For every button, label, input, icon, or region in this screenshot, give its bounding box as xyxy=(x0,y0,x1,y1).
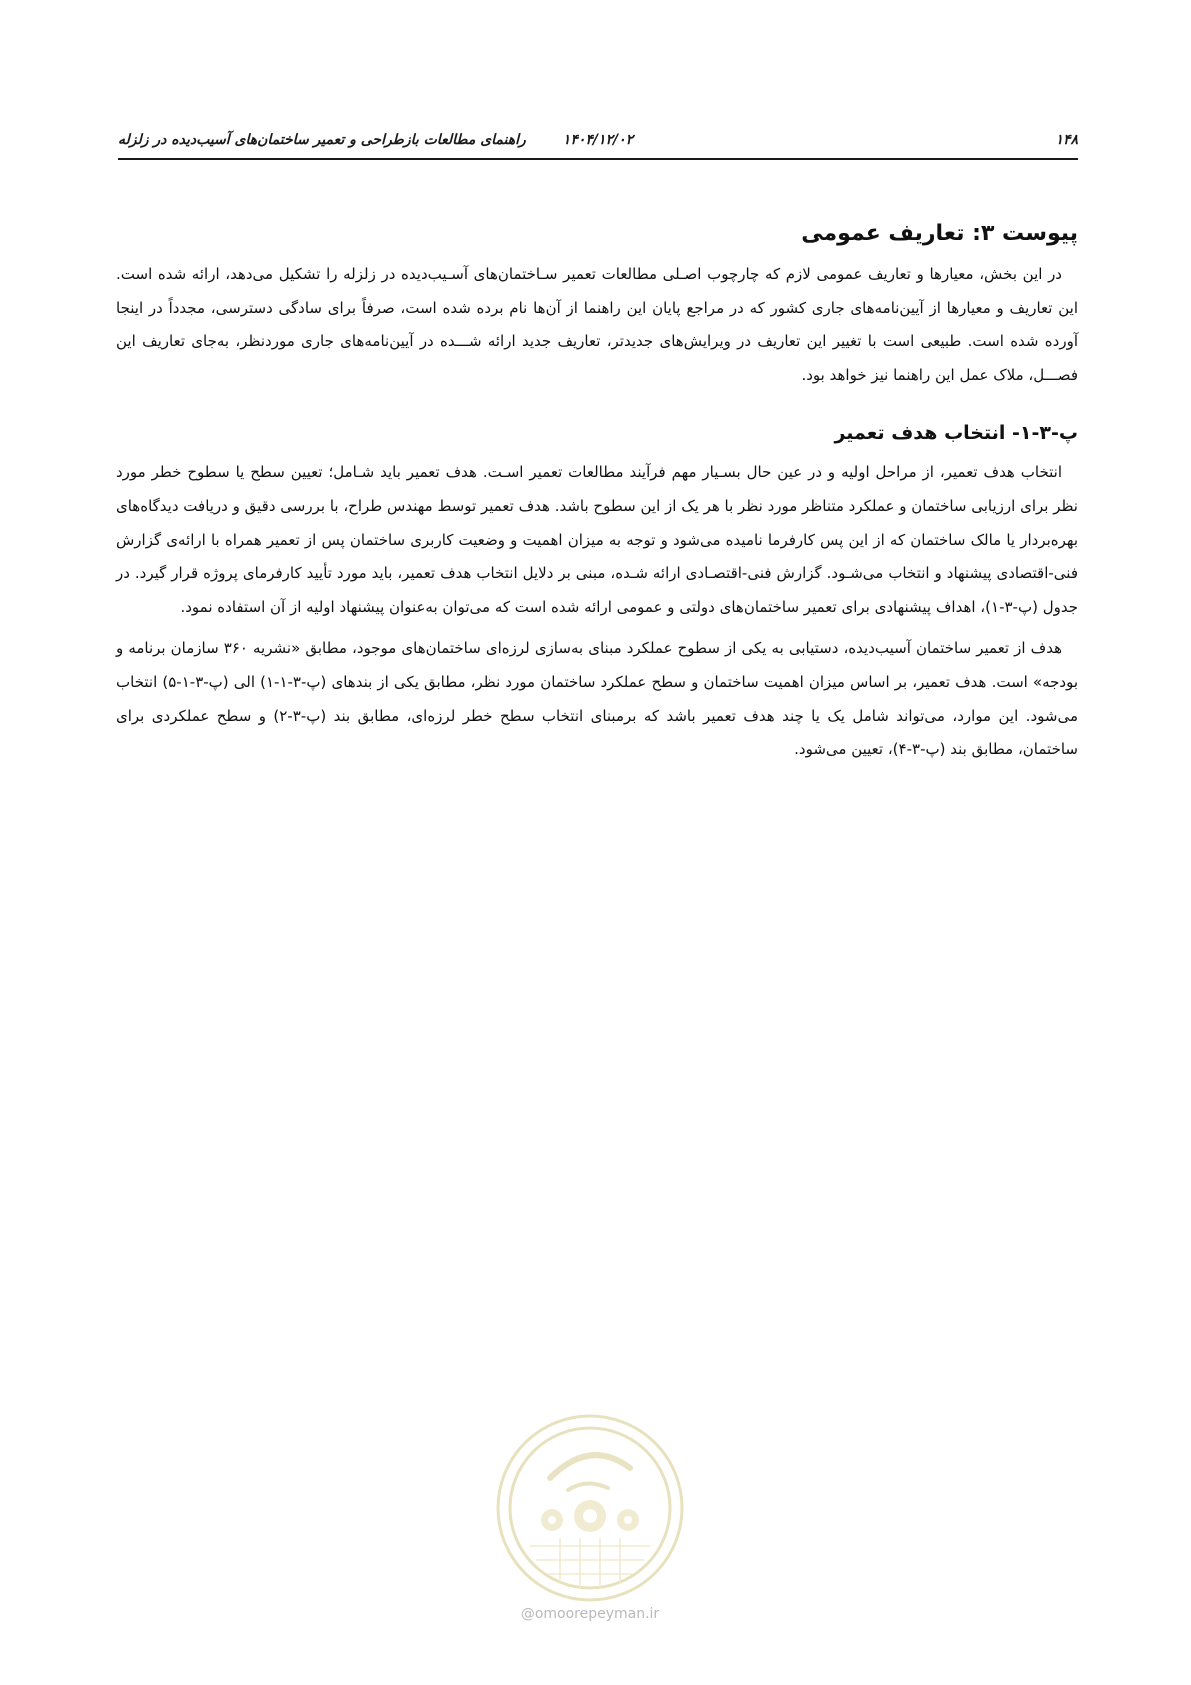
section-heading: پ-۳-۱- انتخاب هدف تعمیر xyxy=(834,422,1078,445)
section-paragraph-1: انتخاب هدف تعمیر، از مراحل اولیه و در عین حال بسـیار مهم فرآیند مطالعات تعمیر اسـت. هدف تعمیر باید شـامل؛ تعیین سطح یا سطوح خطر مورد نظر برای ارزیابی ساختمان و عملکرد متناظر مورد نظر با هر یک از این سطوح باشد. هدف تعمیر توسط مهندس طراح، با بررسی دقیق و دریافت دیدگاه‌های بهره‌بردار یا مالک ساختمان که از این پس کارفرما نامیده می‌شود و توجه به میزان اهمیت و وضعیت کاربری ساختمان پس از تعمیر همراه با ارائه‌ی گزارش فنی-اقتصادی پیشنهاد و انتخاب می‌شـود. گزارش فنی-اقتصـادی ارائه شـده، مبنی بر دلایل انتخاب هدف تعمیر، باید مورد تأیید کارفرمای پروژه قرار گیرد. در جدول (پ-۳-۱)، اهداف پیشنهادی برای تعمیر ساختمان‌های دولتی و عمومی ارائه شده است که می‌توان به‌عنوان پیشنهاد اولیه از آن استفاده نمود. xyxy=(116,463,1078,616)
page-number: ۱۴۸ xyxy=(1055,132,1078,148)
header-divider xyxy=(118,158,1078,160)
header-date: ۱۴۰۴/۱۲/۰۲ xyxy=(562,132,634,148)
document-body xyxy=(116,216,1078,767)
watermark-url: @omoorepeyman.ir xyxy=(520,1606,660,1622)
running-header xyxy=(118,128,1078,158)
appendix-heading: پیوست ۳: تعاریف عمومی xyxy=(801,221,1078,246)
section-paragraph-2: هدف از تعمیر ساختمان آسیب‌دیده، دستیابی به یکی از سطوح عملکرد مبنای به‌سازی لرزه‌ای ساختمان‌های موجود، مطابق «نشریه ۳۶۰ سازمان برنامه و بودجه» است. هدف تعمیر، بر اساس میزان اهمیت ساختمان و سطح عملکرد ساختمان مورد نظر، مطابق یکی از بندهای (پ-۳-۱-۱) الی (پ-۳-۱-۵) انتخاب می‌شود. این موارد، می‌تواند شامل یک یا چند هدف تعمیر باشد که برمبنای انتخاب سطح خطر لرزه‌ای، مطابق بند (پ-۳-۲) و سطح عملکردی برای ساختمان، مطابق بند (پ-۳-۴)، تعیین می‌شود. xyxy=(116,639,1079,759)
watermark-logo-icon xyxy=(490,1408,690,1608)
document-title: راهنمای مطالعات بازطراحی و تعمیر ساختمان‌های آسیب‌دیده در زلزله xyxy=(118,132,526,148)
appendix-intro-paragraph: در این بخش، معیارها و تعاریف عمومی لازم که چارچوب اصـلی مطالعات تعمیر سـاختمان‌های آسـیب‌دیده در زلزله را تشکیل می‌دهد، ارائه شده است. این تعاریف و معیارها از آیین‌نامه‌های جاری کشور که در مراجع پایان این راهنما از آن‌ها نام برده شده است، صرفاً برای سادگی دسترسی، مجدداً در اینجا آورده شده است. طبیعی است با تغییر این تعاریف در ویرایش‌های جدیدتر، تعاریف جدید ارائه شـــده در آیین‌نامه‌های جاری موردنظر، به‌جای تعاریف این فصـــل، ملاک عمل این راهنما نیز خواهد بود. xyxy=(116,265,1078,384)
